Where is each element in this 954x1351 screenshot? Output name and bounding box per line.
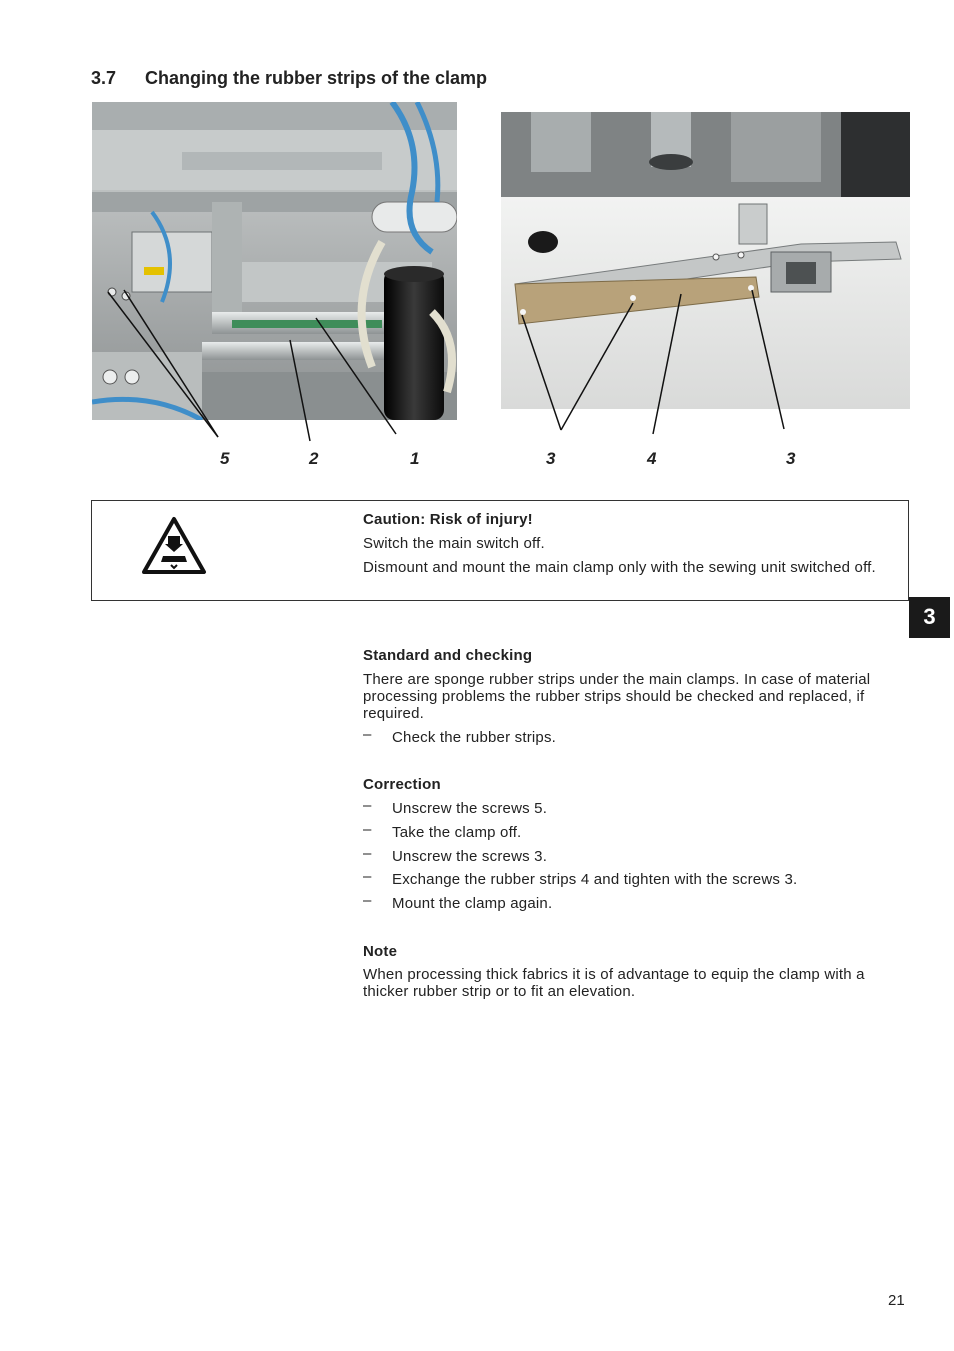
correction-heading: Correction [363, 776, 441, 793]
standard-paragraph: There are sponge rubber strips under the main clamps. In case of material processing problems the rubber strips should be checked and replaced, if required. [363, 671, 871, 722]
hand-crush-warning-icon [141, 516, 207, 575]
callout-3-left: 3 [546, 449, 556, 468]
note-paragraph: When processing thick fabrics it is of advantage to equip the clamp with a thicker rubber strip or to fit an elevation. [363, 966, 865, 1000]
bullet-dash: – [363, 892, 372, 909]
callout-1: 1 [410, 449, 420, 468]
chapter-tab: 3 [909, 597, 950, 638]
note-heading: Note [363, 943, 398, 960]
page-number: 21 [888, 1292, 905, 1309]
standard-heading: Standard and checking [363, 647, 533, 664]
callout-leader-lines [0, 0, 954, 470]
callout-4: 4 [647, 449, 657, 468]
caution-line-1: Switch the main switch off. [363, 535, 545, 552]
bullet-dash: – [363, 821, 372, 838]
caution-line-2: Dismount and mount the main clamp only with the sewing unit switched off. [363, 559, 876, 576]
bullet-dash: – [363, 797, 372, 814]
bullet-dash: – [363, 726, 372, 743]
bullet-dash: – [363, 845, 372, 862]
callout-2: 2 [309, 449, 319, 468]
callout-3-right: 3 [786, 449, 796, 468]
callout-5: 5 [220, 449, 230, 468]
caution-title: Caution: Risk of injury! [363, 511, 533, 528]
section-title: Changing the rubber strips of the clamp [145, 68, 488, 88]
section-number: 3.7 [91, 68, 117, 88]
bullet-dash: – [363, 868, 372, 885]
